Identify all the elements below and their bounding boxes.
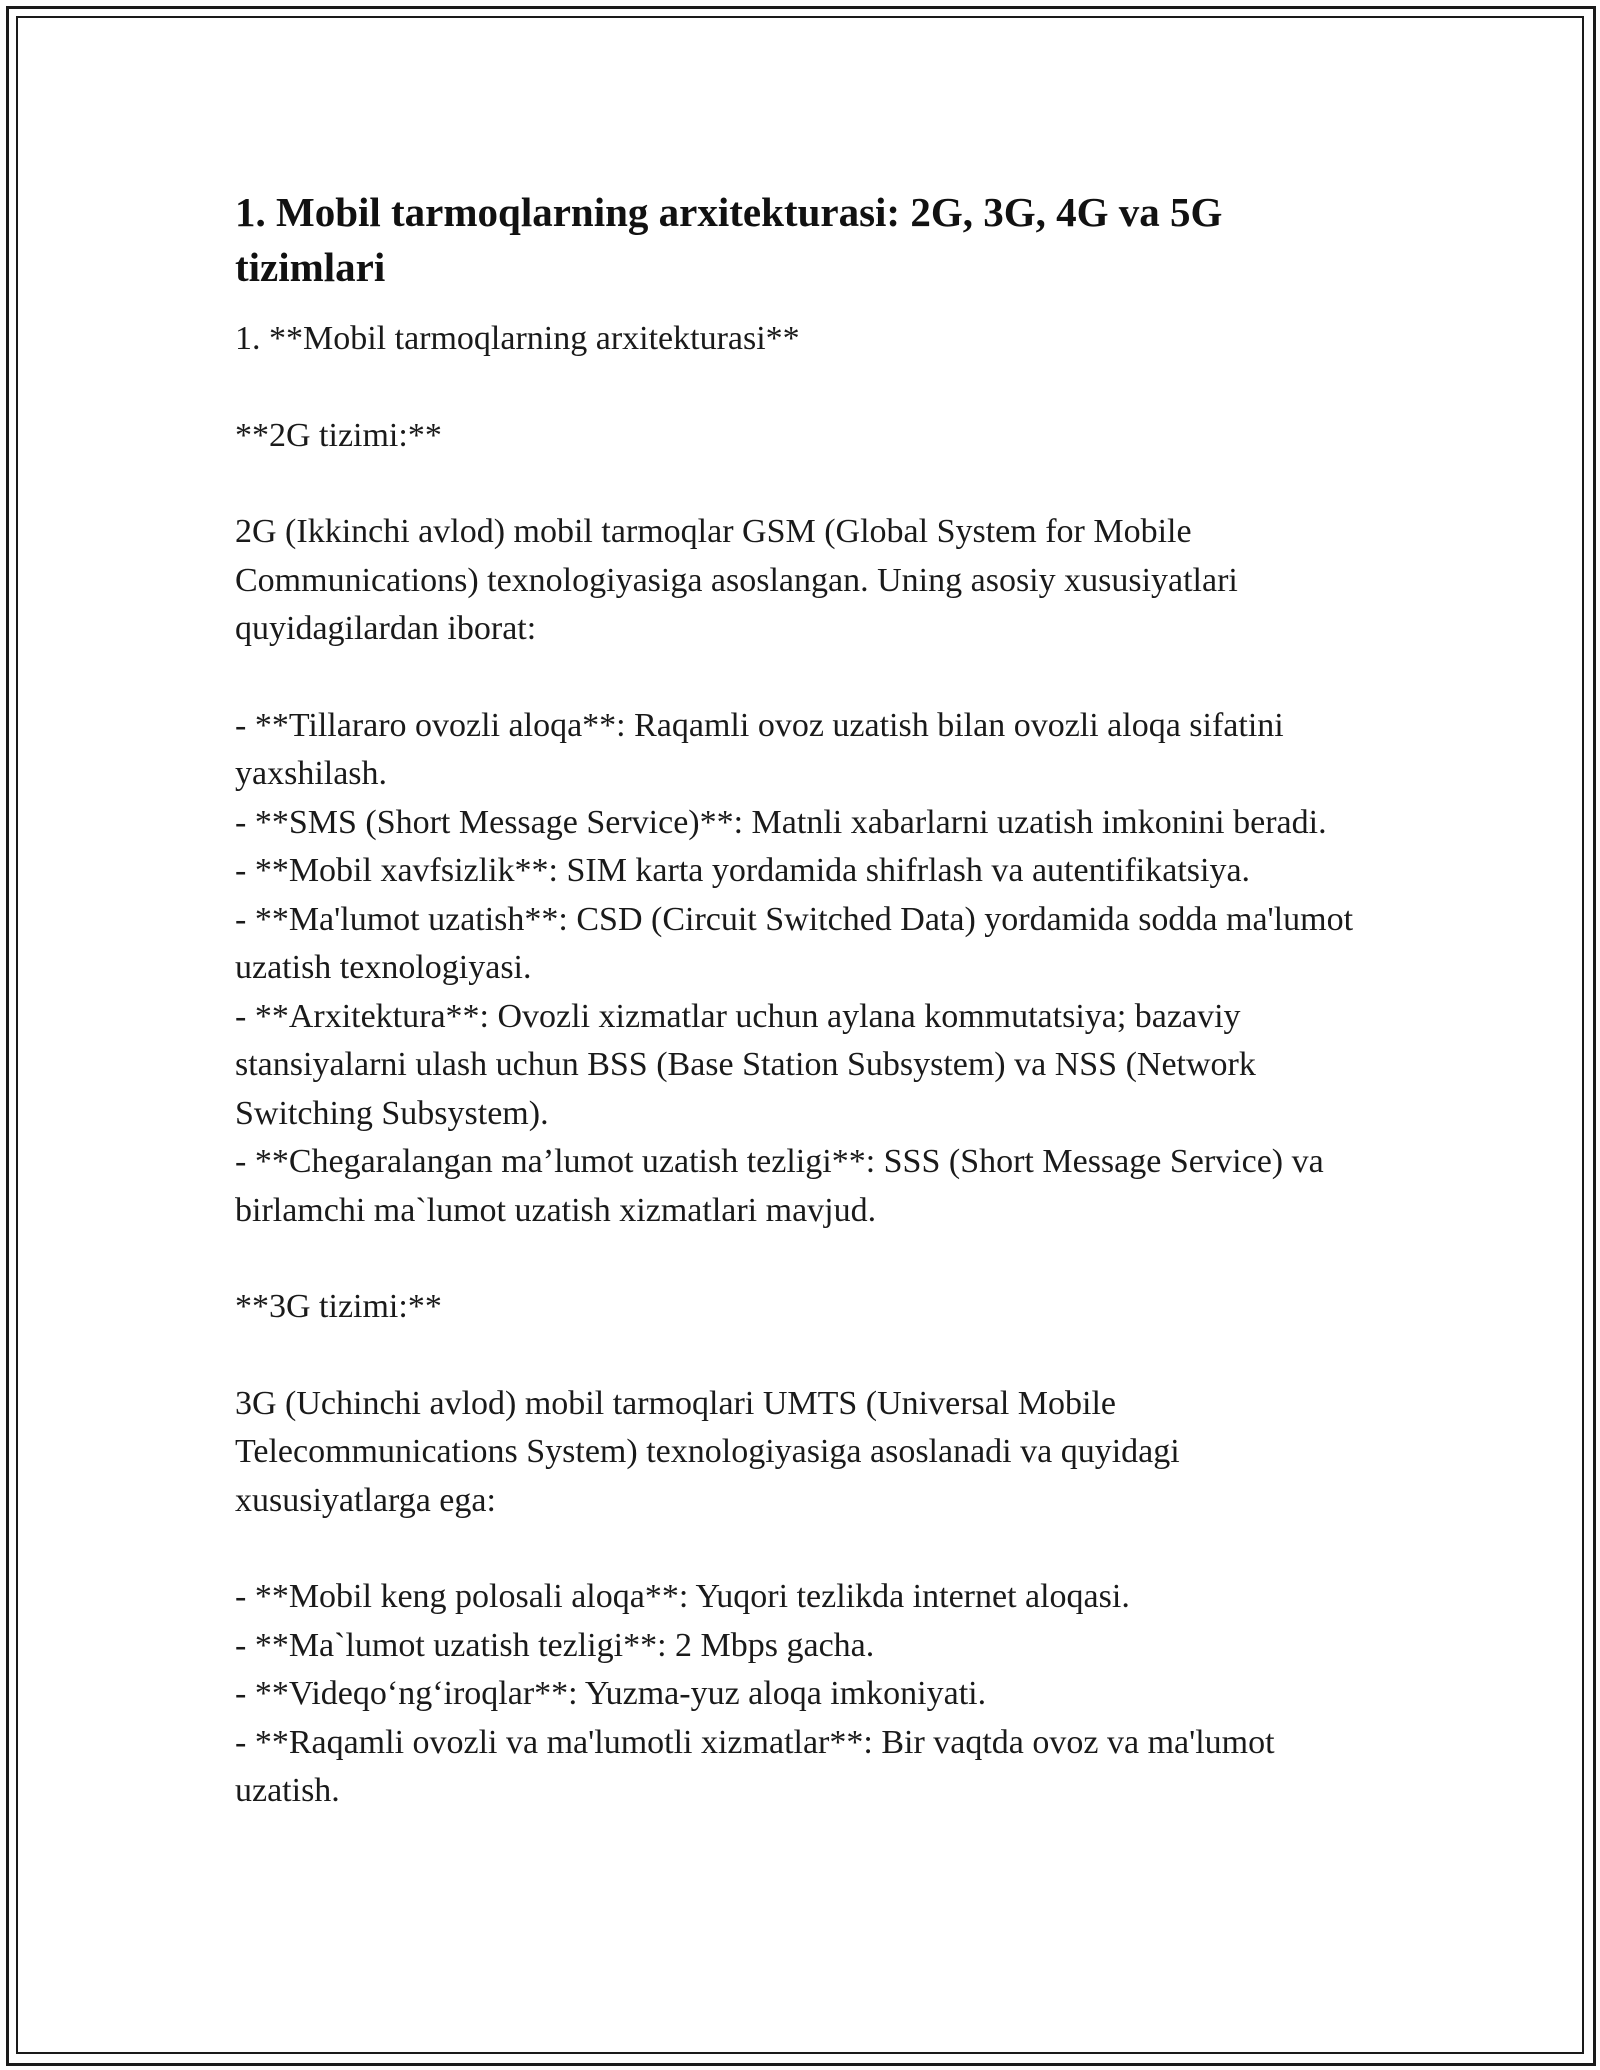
section-3g-title: **3G tizimi:**: [235, 1288, 442, 1325]
intro-line: 1. **Mobil tarmoqlarning arxitekturasi**: [235, 320, 800, 357]
list-item: - **Arxitektura**: Ovozli xizmatlar uchun aylana kommutatsiya; bazaviy stansiyalarni ulash uchun BSS (Base Station Subsystem) va NSS (Network Switching Subsystem).: [235, 997, 1256, 1132]
section-2g-title: **2G tizimi:**: [235, 416, 442, 454]
list-item: - **SMS (Short Message Service)**: Matnli xabarlarni uzatish imkonini beradi.: [235, 803, 1327, 841]
list-item: - **Mobil xavfsizlik**: SIM karta yordamida shifrlash va autentifikatsiya.: [235, 852, 1251, 889]
document-heading: 1. Mobil tarmoqlarning arxitekturasi: 2G, 3G, 4G va 5G tizimlari: [235, 189, 1223, 290]
list-item: - **Raqamli ovozli va ma'lumotli xizmatlar**: Bir vaqtda ovoz va ma'lumot uzatish.: [235, 1723, 1275, 1809]
list-item: - **Chegaralangan ma’lumot uzatish tezligi**: SSS (Short Message Service) va birlamchi ma`lumot uzatish xizmatlari mavjud.: [235, 1143, 1324, 1229]
list-item: - **Ma`lumot uzatish tezligi**: 2 Mbps gacha.: [235, 1626, 875, 1664]
list-item: - **Tillararo ovozli aloqa**: Raqamli ovoz uzatish bilan ovozli aloqa sifatini yaxshilash.: [235, 706, 1284, 792]
section-2g-feature-list: [235, 702, 1375, 1236]
section-3g-feature-list: [235, 1573, 1375, 1816]
list-item: - **Mobil keng polosali aloqa**: Yuqori tezlikda internet aloqasi.: [235, 1578, 1130, 1615]
list-item: - **Videqo‘ng‘iroqlar**: Yuzma-yuz aloqa imkoniyati.: [235, 1675, 987, 1712]
list-item: - **Ma'lumot uzatish**: CSD (Circuit Switched Data) yordamida sodda ma'lumot uzatish texnologiyasi.: [235, 900, 1354, 986]
section-2g-description: 2G (Ikkinchi avlod) mobil tarmoqlar GSM (Global System for Mobile Communications) texnologiyasiga asoslangan. Uning asosiy xususiyatlari quyidagilardan iborat:: [235, 513, 1238, 647]
document-body: [235, 185, 1375, 1816]
section-3g-description: 3G (Uchinchi avlod) mobil tarmoqlari UMTS (Universal Mobile Telecommunications System) texnologiyasiga asoslanadi va quyidagi xususiyatlarga ega:: [235, 1384, 1180, 1519]
